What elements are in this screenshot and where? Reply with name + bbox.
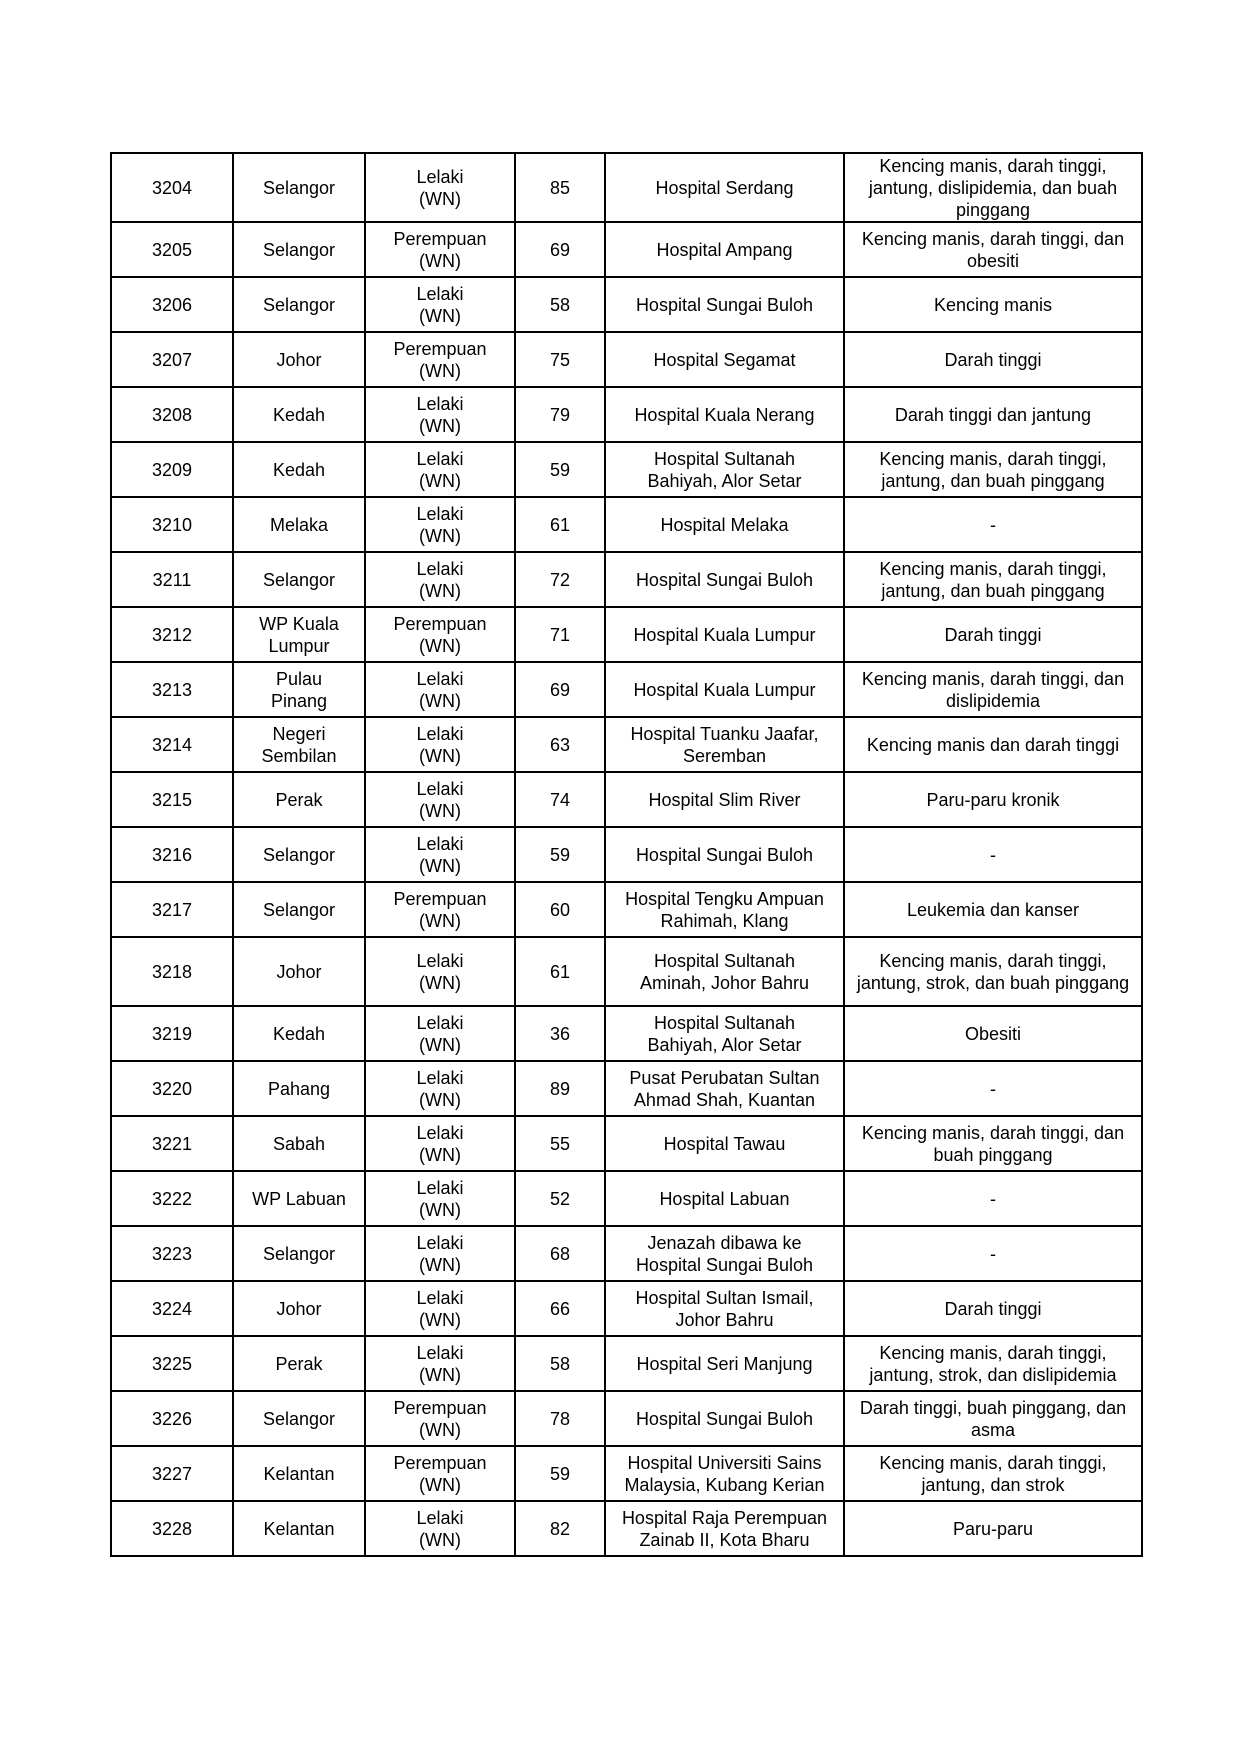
state-cell: Johor <box>233 937 365 1006</box>
comorbidities-cell: Paru-paru <box>844 1501 1142 1556</box>
gender-nationality-cell: Perempuan (WN) <box>365 1391 515 1446</box>
hospital-cell: Hospital Sultanah Aminah, Johor Bahru <box>605 937 844 1006</box>
state-cell: Selangor <box>233 277 365 332</box>
comorbidities-cell: Paru-paru kronik <box>844 772 1142 827</box>
table-row <box>111 497 1142 552</box>
age-cell: 74 <box>515 772 605 827</box>
table-row <box>111 937 1142 1006</box>
table-row <box>111 662 1142 717</box>
age-cell: 71 <box>515 607 605 662</box>
comorbidities-cell: Kencing manis, darah tinggi, jantung, strok, dan buah pinggang <box>844 937 1142 1006</box>
comorbidities-cell: Kencing manis, darah tinggi, jantung, dislipidemia, dan buah pinggang <box>844 153 1142 222</box>
table-row <box>111 1226 1142 1281</box>
state-cell: Kelantan <box>233 1501 365 1556</box>
hospital-cell: Hospital Raja Perempuan Zainab II, Kota Bharu <box>605 1501 844 1556</box>
age-cell: 60 <box>515 882 605 937</box>
gender-nationality-cell: Lelaki (WN) <box>365 937 515 1006</box>
age-cell: 68 <box>515 1226 605 1281</box>
table-row <box>111 1116 1142 1171</box>
state-cell: WP Kuala Lumpur <box>233 607 365 662</box>
table-row <box>111 277 1142 332</box>
comorbidities-cell: Darah tinggi <box>844 607 1142 662</box>
case-number-cell: 3222 <box>111 1171 233 1226</box>
comorbidities-cell: Kencing manis, darah tinggi, dan buah pinggang <box>844 1116 1142 1171</box>
age-cell: 59 <box>515 1446 605 1501</box>
comorbidities-cell: Kencing manis, darah tinggi, jantung, dan strok <box>844 1446 1142 1501</box>
age-cell: 55 <box>515 1116 605 1171</box>
case-number-cell: 3211 <box>111 552 233 607</box>
gender-nationality-cell: Lelaki (WN) <box>365 662 515 717</box>
gender-nationality-cell: Lelaki (WN) <box>365 827 515 882</box>
case-number-cell: 3208 <box>111 387 233 442</box>
comorbidities-cell: Darah tinggi <box>844 1281 1142 1336</box>
table-row <box>111 442 1142 497</box>
state-cell: Kedah <box>233 387 365 442</box>
gender-nationality-cell: Lelaki (WN) <box>365 1061 515 1116</box>
gender-nationality-cell: Lelaki (WN) <box>365 717 515 772</box>
gender-nationality-cell: Lelaki (WN) <box>365 1501 515 1556</box>
case-number-cell: 3204 <box>111 153 233 222</box>
gender-nationality-cell: Lelaki (WN) <box>365 1171 515 1226</box>
table-row <box>111 1336 1142 1391</box>
case-number-cell: 3227 <box>111 1446 233 1501</box>
comorbidities-cell: - <box>844 1061 1142 1116</box>
age-cell: 69 <box>515 222 605 277</box>
hospital-cell: Hospital Labuan <box>605 1171 844 1226</box>
gender-nationality-cell: Perempuan (WN) <box>365 607 515 662</box>
age-cell: 66 <box>515 1281 605 1336</box>
comorbidities-cell: - <box>844 1171 1142 1226</box>
table-row <box>111 332 1142 387</box>
age-cell: 63 <box>515 717 605 772</box>
table-row <box>111 882 1142 937</box>
state-cell: Kedah <box>233 1006 365 1061</box>
age-cell: 59 <box>515 442 605 497</box>
gender-nationality-cell: Lelaki (WN) <box>365 497 515 552</box>
hospital-cell: Hospital Tuanku Jaafar, Seremban <box>605 717 844 772</box>
comorbidities-cell: Kencing manis, darah tinggi, jantung, dan buah pinggang <box>844 442 1142 497</box>
case-number-cell: 3220 <box>111 1061 233 1116</box>
gender-nationality-cell: Perempuan (WN) <box>365 1446 515 1501</box>
state-cell: Selangor <box>233 882 365 937</box>
case-number-cell: 3218 <box>111 937 233 1006</box>
table-row <box>111 1501 1142 1556</box>
state-cell: Kedah <box>233 442 365 497</box>
gender-nationality-cell: Lelaki (WN) <box>365 442 515 497</box>
hospital-cell: Hospital Kuala Nerang <box>605 387 844 442</box>
case-number-cell: 3225 <box>111 1336 233 1391</box>
state-cell: Johor <box>233 332 365 387</box>
comorbidities-cell: Darah tinggi dan jantung <box>844 387 1142 442</box>
gender-nationality-cell: Perempuan (WN) <box>365 222 515 277</box>
age-cell: 85 <box>515 153 605 222</box>
hospital-cell: Pusat Perubatan Sultan Ahmad Shah, Kuantan <box>605 1061 844 1116</box>
age-cell: 75 <box>515 332 605 387</box>
case-number-cell: 3223 <box>111 1226 233 1281</box>
comorbidities-cell: - <box>844 1226 1142 1281</box>
table-row <box>111 827 1142 882</box>
age-cell: 79 <box>515 387 605 442</box>
table-row <box>111 387 1142 442</box>
case-number-cell: 3215 <box>111 772 233 827</box>
case-number-cell: 3217 <box>111 882 233 937</box>
state-cell: Sabah <box>233 1116 365 1171</box>
table-row <box>111 607 1142 662</box>
table-body <box>111 153 1142 1556</box>
case-number-cell: 3219 <box>111 1006 233 1061</box>
hospital-cell: Hospital Ampang <box>605 222 844 277</box>
hospital-cell: Hospital Melaka <box>605 497 844 552</box>
state-cell: Selangor <box>233 1226 365 1281</box>
comorbidities-cell: Kencing manis dan darah tinggi <box>844 717 1142 772</box>
comorbidities-cell: Darah tinggi <box>844 332 1142 387</box>
hospital-cell: Hospital Tawau <box>605 1116 844 1171</box>
gender-nationality-cell: Perempuan (WN) <box>365 882 515 937</box>
table-row <box>111 1391 1142 1446</box>
age-cell: 69 <box>515 662 605 717</box>
age-cell: 58 <box>515 277 605 332</box>
hospital-cell: Hospital Slim River <box>605 772 844 827</box>
state-cell: Selangor <box>233 1391 365 1446</box>
hospital-cell: Hospital Tengku Ampuan Rahimah, Klang <box>605 882 844 937</box>
state-cell: Pulau Pinang <box>233 662 365 717</box>
state-cell: Perak <box>233 772 365 827</box>
age-cell: 72 <box>515 552 605 607</box>
comorbidities-cell: Kencing manis <box>844 277 1142 332</box>
hospital-cell: Hospital Universiti Sains Malaysia, Kubang Kerian <box>605 1446 844 1501</box>
gender-nationality-cell: Lelaki (WN) <box>365 153 515 222</box>
hospital-cell: Hospital Serdang <box>605 153 844 222</box>
table-row <box>111 1006 1142 1061</box>
state-cell: Negeri Sembilan <box>233 717 365 772</box>
comorbidities-cell: Kencing manis, darah tinggi, jantung, strok, dan dislipidemia <box>844 1336 1142 1391</box>
gender-nationality-cell: Lelaki (WN) <box>365 1006 515 1061</box>
case-number-cell: 3214 <box>111 717 233 772</box>
age-cell: 78 <box>515 1391 605 1446</box>
state-cell: Pahang <box>233 1061 365 1116</box>
case-number-cell: 3205 <box>111 222 233 277</box>
comorbidities-cell: Kencing manis, darah tinggi, dan obesiti <box>844 222 1142 277</box>
table-row <box>111 1061 1142 1116</box>
hospital-cell: Hospital Sungai Buloh <box>605 277 844 332</box>
comorbidities-cell: Darah tinggi, buah pinggang, dan asma <box>844 1391 1142 1446</box>
state-cell: Perak <box>233 1336 365 1391</box>
hospital-cell: Hospital Sungai Buloh <box>605 1391 844 1446</box>
hospital-cell: Hospital Sultanah Bahiyah, Alor Setar <box>605 1006 844 1061</box>
age-cell: 61 <box>515 937 605 1006</box>
age-cell: 52 <box>515 1171 605 1226</box>
case-number-cell: 3206 <box>111 277 233 332</box>
comorbidities-cell: - <box>844 497 1142 552</box>
case-number-cell: 3210 <box>111 497 233 552</box>
age-cell: 89 <box>515 1061 605 1116</box>
gender-nationality-cell: Perempuan (WN) <box>365 332 515 387</box>
hospital-cell: Hospital Sungai Buloh <box>605 552 844 607</box>
case-number-cell: 3212 <box>111 607 233 662</box>
gender-nationality-cell: Lelaki (WN) <box>365 1116 515 1171</box>
hospital-cell: Hospital Kuala Lumpur <box>605 607 844 662</box>
comorbidities-cell: - <box>844 827 1142 882</box>
table-row <box>111 222 1142 277</box>
death-cases-table <box>110 152 1143 1557</box>
comorbidities-cell: Obesiti <box>844 1006 1142 1061</box>
gender-nationality-cell: Lelaki (WN) <box>365 552 515 607</box>
case-number-cell: 3224 <box>111 1281 233 1336</box>
state-cell: WP Labuan <box>233 1171 365 1226</box>
table-row <box>111 1446 1142 1501</box>
age-cell: 82 <box>515 1501 605 1556</box>
case-number-cell: 3216 <box>111 827 233 882</box>
age-cell: 58 <box>515 1336 605 1391</box>
state-cell: Selangor <box>233 552 365 607</box>
table-row <box>111 1281 1142 1336</box>
table-row <box>111 153 1142 222</box>
case-number-cell: 3221 <box>111 1116 233 1171</box>
age-cell: 59 <box>515 827 605 882</box>
table-row <box>111 772 1142 827</box>
table-row <box>111 1171 1142 1226</box>
hospital-cell: Hospital Sungai Buloh <box>605 827 844 882</box>
table-row <box>111 717 1142 772</box>
comorbidities-cell: Kencing manis, darah tinggi, jantung, dan buah pinggang <box>844 552 1142 607</box>
state-cell: Selangor <box>233 827 365 882</box>
gender-nationality-cell: Lelaki (WN) <box>365 1226 515 1281</box>
hospital-cell: Hospital Sultanah Bahiyah, Alor Setar <box>605 442 844 497</box>
gender-nationality-cell: Lelaki (WN) <box>365 1336 515 1391</box>
gender-nationality-cell: Lelaki (WN) <box>365 387 515 442</box>
state-cell: Selangor <box>233 222 365 277</box>
age-cell: 61 <box>515 497 605 552</box>
state-cell: Johor <box>233 1281 365 1336</box>
gender-nationality-cell: Lelaki (WN) <box>365 277 515 332</box>
case-number-cell: 3213 <box>111 662 233 717</box>
table-row <box>111 552 1142 607</box>
hospital-cell: Hospital Segamat <box>605 332 844 387</box>
hospital-cell: Jenazah dibawa ke Hospital Sungai Buloh <box>605 1226 844 1281</box>
case-number-cell: 3207 <box>111 332 233 387</box>
gender-nationality-cell: Lelaki (WN) <box>365 772 515 827</box>
comorbidities-cell: Leukemia dan kanser <box>844 882 1142 937</box>
case-number-cell: 3226 <box>111 1391 233 1446</box>
hospital-cell: Hospital Kuala Lumpur <box>605 662 844 717</box>
hospital-cell: Hospital Seri Manjung <box>605 1336 844 1391</box>
comorbidities-cell: Kencing manis, darah tinggi, dan dislipidemia <box>844 662 1142 717</box>
state-cell: Melaka <box>233 497 365 552</box>
gender-nationality-cell: Lelaki (WN) <box>365 1281 515 1336</box>
age-cell: 36 <box>515 1006 605 1061</box>
hospital-cell: Hospital Sultan Ismail, Johor Bahru <box>605 1281 844 1336</box>
state-cell: Selangor <box>233 153 365 222</box>
case-number-cell: 3228 <box>111 1501 233 1556</box>
case-number-cell: 3209 <box>111 442 233 497</box>
state-cell: Kelantan <box>233 1446 365 1501</box>
